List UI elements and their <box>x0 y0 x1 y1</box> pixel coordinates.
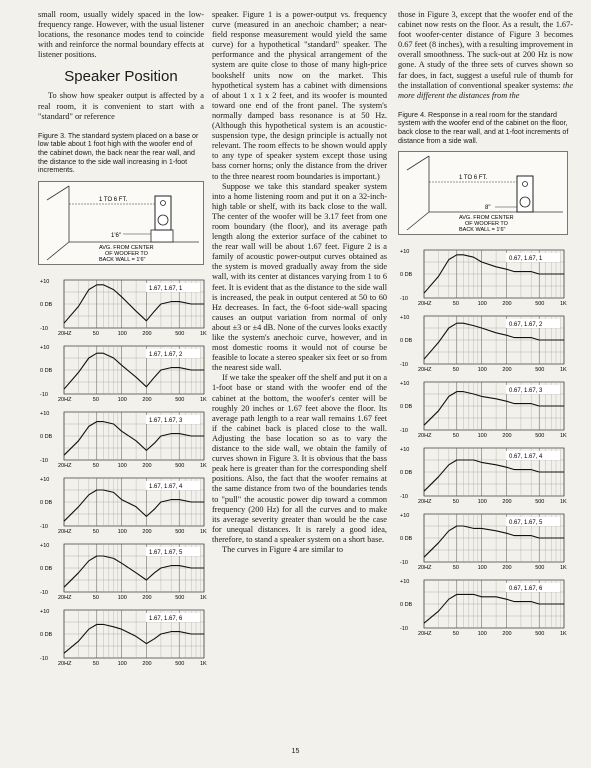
figure-4-dimension-label: 1 TO 6 FT. <box>459 175 488 182</box>
response-curve <box>424 595 564 624</box>
x-tick-label: 50 <box>92 594 99 601</box>
figure-4-graphs <box>398 244 573 640</box>
y-tick-label-top: +10 <box>400 381 410 388</box>
y-tick-label-mid: 0 DB <box>40 565 53 572</box>
y-tick-label-bottom: -10 <box>400 626 408 633</box>
figure-3-graph-5 <box>38 538 208 604</box>
y-tick-label-mid: 0 DB <box>40 433 53 440</box>
x-tick-label: 200 <box>502 433 512 440</box>
y-tick-label-mid: 0 DB <box>40 301 53 308</box>
curve-label: 0.67, 1.67, 3 <box>509 388 543 395</box>
figure-3-graph-3 <box>38 406 208 472</box>
y-tick-label-top: +10 <box>40 410 50 417</box>
x-tick-label: 500 <box>535 367 545 374</box>
curve-label: 1.67, 1.67, 2 <box>149 351 183 358</box>
x-tick-label: 1K <box>200 462 207 469</box>
y-tick-label-bottom: -10 <box>40 655 48 662</box>
section-heading: Speaker Position <box>64 68 178 86</box>
x-tick-label: 20HZ <box>418 433 432 440</box>
y-tick-label-mid: 0 DB <box>400 272 413 279</box>
curve-label: 1.67, 1.67, 3 <box>149 417 183 424</box>
figure-4-avg-label-3: BACK WALL = 1'6" <box>459 227 506 234</box>
y-tick-label-bottom: -10 <box>400 296 408 303</box>
figure-3-avg-label-1: AVG. FROM CENTER <box>99 244 154 251</box>
y-tick-label-top: +10 <box>400 249 410 256</box>
paragraph-continued-text: those in Figure 3, except that the woofer end of the cabinet now rests on the floor. As a result, the 1.67-foot woofer-center distance of Figure 3 becomes 0.67 feet (8 inches), with a resulting improvement in overall smoothness. The suck-out at 200 Hz is now gone. A study of the three sets of curves shown so far does, in fact, suggest a useful rule of thumb for the installation of conventional speaker systems: <box>398 10 573 90</box>
x-tick-label: 20HZ <box>58 330 72 337</box>
x-tick-label: 200 <box>502 565 512 572</box>
response-curve <box>424 392 564 426</box>
x-tick-label: 200 <box>502 499 512 506</box>
y-tick-label-bottom: -10 <box>40 523 48 530</box>
x-tick-label: 50 <box>92 462 99 469</box>
y-tick-label-mid: 0 DB <box>40 367 53 374</box>
x-tick-label: 200 <box>142 594 152 601</box>
paragraph-emphasis: the more different the distances from the <box>398 80 574 100</box>
x-tick-label: 100 <box>477 301 487 308</box>
figure-3-caption: Figure 3. The standard system placed on a base or low table about 1 foot high with the woofer end of the cabinet down, the back near the rear wall, and the distance to the side wall increasing in 1-foot increments. <box>38 131 199 175</box>
figure-3-height-label: 1'6" <box>111 232 121 239</box>
x-tick-label: 100 <box>117 528 127 535</box>
y-tick-label-bottom: -10 <box>400 362 408 369</box>
x-tick-label: 100 <box>477 499 487 506</box>
response-curve <box>64 421 204 455</box>
figure-3-dimension-label: 1 TO 6 FT. <box>99 196 128 203</box>
response-curve <box>64 490 204 521</box>
y-tick-label-mid: 0 DB <box>400 536 413 543</box>
x-tick-label: 50 <box>92 330 99 337</box>
x-tick-label: 20HZ <box>58 660 72 667</box>
figure-3-avg-label-2: OF WOOFER TO <box>105 250 148 257</box>
figure-3-illustration <box>38 181 204 265</box>
y-tick-label-bottom: -10 <box>40 391 48 398</box>
curve-label: 1.67, 1.67, 6 <box>149 615 183 622</box>
y-tick-label-mid: 0 DB <box>400 470 413 477</box>
response-curve <box>64 556 204 587</box>
y-tick-label-bottom: -10 <box>400 494 408 501</box>
y-tick-label-top: +10 <box>40 542 50 549</box>
x-tick-label: 1K <box>560 565 567 572</box>
figure-4-graph-5 <box>398 508 568 574</box>
x-tick-label: 100 <box>117 330 127 337</box>
x-tick-label: 100 <box>117 462 127 469</box>
response-curve <box>64 353 204 389</box>
y-tick-label-top: +10 <box>40 278 50 285</box>
x-tick-label: 1K <box>200 330 207 337</box>
curve-label: 0.67, 1.67, 1 <box>509 256 543 263</box>
x-tick-label: 500 <box>535 433 545 440</box>
x-tick-label: 20HZ <box>58 396 72 403</box>
figure-4-graph-4 <box>398 442 568 508</box>
x-tick-label: 20HZ <box>418 565 432 572</box>
figure-4-height-label: 8" <box>485 205 491 212</box>
y-tick-label-bottom: -10 <box>400 428 408 435</box>
x-tick-label: 50 <box>452 499 459 506</box>
x-tick-label: 500 <box>175 462 185 469</box>
curve-label: 0.67, 1.67, 6 <box>509 586 543 593</box>
response-curve <box>424 526 564 557</box>
column-1 <box>38 10 207 670</box>
x-tick-label: 1K <box>560 499 567 506</box>
figure-4-graph-6 <box>398 574 568 640</box>
figure-3-graph-2 <box>38 340 208 406</box>
figure-4-graph-2 <box>398 310 568 376</box>
y-tick-label-bottom: -10 <box>40 325 48 332</box>
curve-label: 0.67, 1.67, 2 <box>509 322 543 329</box>
page-number: 15 <box>291 748 300 755</box>
x-tick-label: 200 <box>142 660 152 667</box>
x-tick-label: 500 <box>535 565 545 572</box>
figure-4-caption: Figure 4. Response in a real room for the standard system with the woofer end of the cabinet on the floor, back close to the rear wall, and at 1-foot increments of distance from a side wall. <box>398 110 569 145</box>
x-tick-label: 50 <box>92 660 99 667</box>
paragraph-3: If we take the speaker off the shelf and put it on a 1-foot base or stand with the woofer end of the cabinet at the bottom, the woofer's center will be roughly 20 inches or 1.67 feet above the floor. Its average path length to a rear wall remains 1.67 feet if the cabinet back is placed close to the wall. Adjusting the base location so as to vary the distance to the side wall, we obtain the family of curves shown in Figure 3. It is obvious that the bass peak here is greater than for the corresponding shelf positions. Also, the fact that the woofer remains at the same distance from two of the boundaries tends to "pull" the acoustic power dip toward a common frequency (200 Hz) for all the curves and to make its average severity greater than would be the case for unequal distances. It is rarely a good idea, therefore, to stand a speaker system on a short base. <box>212 373 387 544</box>
y-tick-label-top: +10 <box>40 476 50 483</box>
paragraph-intro: To show how speaker output is affected by a real room, it is convenient to start with a "standard" or reference <box>38 91 204 121</box>
x-tick-label: 500 <box>535 499 545 506</box>
response-curve <box>424 460 564 491</box>
x-tick-label: 200 <box>502 631 512 638</box>
x-tick-label: 200 <box>142 528 152 535</box>
y-tick-label-top: +10 <box>400 315 410 322</box>
x-tick-label: 500 <box>535 631 545 638</box>
x-tick-label: 500 <box>175 594 185 601</box>
curve-label: 0.67, 1.67, 5 <box>509 520 543 527</box>
x-tick-label: 100 <box>117 594 127 601</box>
x-tick-label: 50 <box>452 433 459 440</box>
curve-label: 1.67, 1.67, 5 <box>149 549 183 556</box>
y-tick-label-bottom: -10 <box>400 560 408 567</box>
x-tick-label: 200 <box>142 462 152 469</box>
x-tick-label: 20HZ <box>418 499 432 506</box>
x-tick-label: 1K <box>560 367 567 374</box>
curve-label: 1.67, 1.67, 1 <box>149 285 183 292</box>
x-tick-label: 1K <box>560 631 567 638</box>
figure-3-graph-6 <box>38 604 208 670</box>
x-tick-label: 1K <box>560 433 567 440</box>
x-tick-label: 50 <box>452 565 459 572</box>
curve-label: 1.67, 1.67, 4 <box>149 483 183 490</box>
x-tick-label: 100 <box>117 396 127 403</box>
x-tick-label: 100 <box>477 565 487 572</box>
figure-3-graphs <box>38 274 207 670</box>
column-3 <box>398 10 573 640</box>
x-tick-label: 500 <box>175 330 185 337</box>
x-tick-label: 50 <box>452 367 459 374</box>
paragraph-1: speaker. Figure 1 is a power-output vs. frequency curve (measured in an anechoic chamber; a near-field response measurement would yield the same curve) for a hypothetical "standard" speaker. The performance and the physical arrangement of the system are quite close to those of many high-price bookshelf units now on the market. This hypothetical system has a cabinet with dimensions of about 1 x 1 x 2 feet, and its woofer is mounted toward one end of the front panel. The system's normally damped bass resonance is at 50 Hz. (Although this hypothetical system is an acoustic-suspension type, the design principle is actually not relevant. The room effects to be shown would apply to any type of speaker system except those using bass corner horns; only the distance from the driver to the three nearest room boundaries is important.) <box>212 10 387 181</box>
x-tick-label: 100 <box>477 631 487 638</box>
x-tick-label: 50 <box>452 301 459 308</box>
x-tick-label: 500 <box>175 528 185 535</box>
x-tick-label: 1K <box>200 594 207 601</box>
x-tick-label: 20HZ <box>58 528 72 535</box>
figure-4-avg-label-1: AVG. FROM CENTER <box>459 215 514 222</box>
x-tick-label: 20HZ <box>418 367 432 374</box>
paragraph-top: small room, usually widely spaced in the low-frequency range. However, with the usual listener locations, the resonance modes tend to coincide with and reinforce the normal boundary effects at listener positions. <box>38 10 204 60</box>
paragraph-4: The curves in Figure 4 are similar to <box>222 544 343 554</box>
y-tick-label-top: +10 <box>400 513 410 520</box>
figure-4-avg-label-2: OF WOOFER TO <box>465 221 508 228</box>
x-tick-label: 20HZ <box>58 594 72 601</box>
paragraph-continued <box>398 10 573 101</box>
x-tick-label: 50 <box>92 396 99 403</box>
figure-4-graph-1 <box>398 244 568 310</box>
x-tick-label: 1K <box>200 528 207 535</box>
figure-3-graph-1 <box>38 274 208 340</box>
x-tick-label: 1K <box>200 660 207 667</box>
y-tick-label-top: +10 <box>400 579 410 586</box>
x-tick-label: 200 <box>502 301 512 308</box>
figure-4-graph-3 <box>398 376 568 442</box>
y-tick-label-mid: 0 DB <box>40 631 53 638</box>
curve-label: 0.67, 1.67, 4 <box>509 454 543 461</box>
figure-4-illustration <box>398 151 568 235</box>
x-tick-label: 200 <box>142 330 152 337</box>
x-tick-label: 50 <box>452 631 459 638</box>
figure-3-avg-label-3: BACK WALL = 1'6" <box>99 256 146 263</box>
y-tick-label-bottom: -10 <box>40 589 48 596</box>
column-2 <box>212 10 387 555</box>
x-tick-label: 200 <box>142 396 152 403</box>
response-curve <box>424 323 564 359</box>
x-tick-label: 200 <box>502 367 512 374</box>
y-tick-label-mid: 0 DB <box>400 404 413 411</box>
x-tick-label: 20HZ <box>418 301 432 308</box>
y-tick-label-top: +10 <box>40 608 50 615</box>
x-tick-label: 100 <box>117 660 127 667</box>
y-tick-label-mid: 0 DB <box>400 602 413 609</box>
x-tick-label: 500 <box>175 396 185 403</box>
figure-3-graph-4 <box>38 472 208 538</box>
x-tick-label: 20HZ <box>418 631 432 638</box>
paragraph-2: Suppose we take this standard speaker system into a home listening room and put it on a 32-inch-high table or shelf, with its back close to the wall. The center of the woofer will be 3.17 feet from one room boundary (the floor), and its average path length along the exterior surface of the cabinet to the rear wall will be about 1.67 feet. Figure 2 is a family of acoustic power-output curves obtained as the system is moved gradually away from the side wall, with its center at distances varying from 1 to 6 feet. It is evident that as the distance to the side wall is increased, the peak in output centered at 50 to 60 Hz decreases. In fact, the 6-foot side-wall spacing causes an output variation from normal of only about ±3 or ±4 dB. None of the curves looks exactly like the system's anechoic curve, however, and in most domestic rooms it would not of course be feasible to locate a stereo speaker six feet or so from the nearest side wall. <box>212 181 387 373</box>
x-tick-label: 100 <box>477 433 487 440</box>
x-tick-label: 20HZ <box>58 462 72 469</box>
x-tick-label: 1K <box>200 396 207 403</box>
y-tick-label-bottom: -10 <box>40 457 48 464</box>
x-tick-label: 50 <box>92 528 99 535</box>
y-tick-label-mid: 0 DB <box>400 338 413 345</box>
response-curve <box>64 624 204 653</box>
x-tick-label: 1K <box>560 301 567 308</box>
x-tick-label: 500 <box>535 301 545 308</box>
y-tick-label-mid: 0 DB <box>40 499 53 506</box>
x-tick-label: 100 <box>477 367 487 374</box>
y-tick-label-top: +10 <box>400 447 410 454</box>
y-tick-label-top: +10 <box>40 344 50 351</box>
x-tick-label: 500 <box>175 660 185 667</box>
